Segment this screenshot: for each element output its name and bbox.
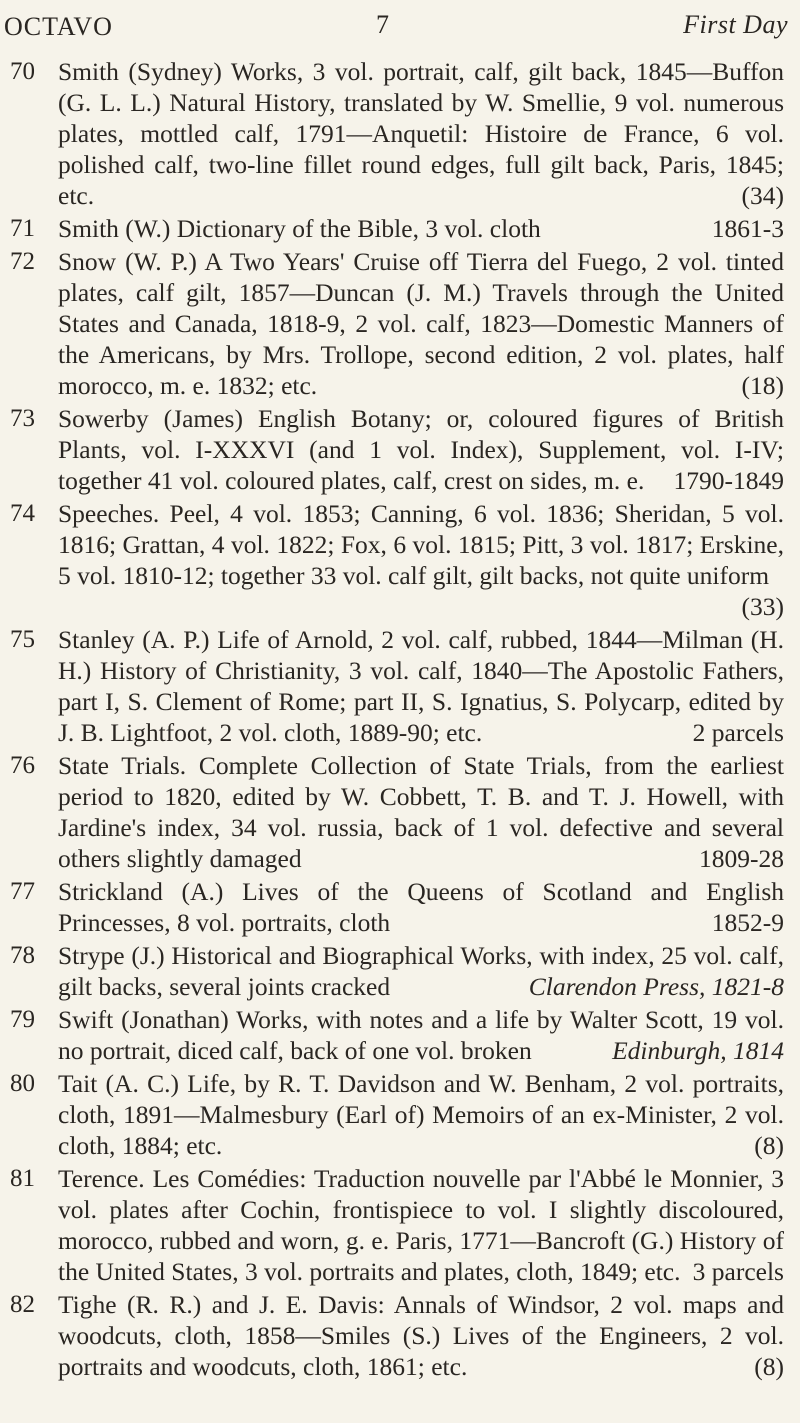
lot-tail: (8) [754,1352,784,1381]
lot-description: Sowerby (James) English Botany; or, coloured figures of British Plants, vol. I-XXXVI (and 1 vol. Index), Supplement, vol. I-IV; together 41 vol. coloured plates, calf, crest on sides, m. e. [58,404,784,495]
header-format: OCTAVO [4,12,113,41]
lot-number: 74 [10,500,35,527]
lot-number: 73 [10,405,35,432]
lot-entry [0,403,800,496]
lot-number: 70 [10,58,35,85]
lot-description: Speeches. Peel, 4 vol. 1853; Canning, 6 vol. 1836; Sheridan, 5 vol. 1816; Grattan, 4 vol. 1822; Fox, 6 vol. 1815; Pitt, 3 vol. 1817; Erskine, 5 vol. 1810-12; together 33 vol. calf gilt, gilt backs, not quite uniform [58,499,784,590]
lot-list [0,56,800,1384]
lot-entry [0,1163,800,1287]
page-header [0,6,800,46]
lot-number: 72 [10,248,35,275]
lot-tail: (33) [741,592,784,621]
lot-entry [0,940,800,1002]
lot-number: 80 [10,1070,35,1097]
lot-number: 82 [10,1291,35,1318]
lot-number: 75 [10,626,35,653]
lot-description: Swift (Jonathan) Works, with notes and a life by Walter Scott, 19 vol. no portrait, diced calf, back of one vol. broken [58,1005,784,1065]
lot-entry [0,56,800,211]
lot-description: Terence. Les Comédies: Traduction nouvelle par l'Abbé le Monnier, 3 vol. plates after Cochin, frontispiece to vol. I slightly discoloured, morocco, rubbed and worn, g. e. Paris, 1771—Bancroft (G.) History of the United States, 3 vol. portraits and plates, cloth, 1849; etc. [58,1164,784,1286]
lot-number: 71 [10,215,35,242]
lot-number: 76 [10,752,35,779]
lot-tail: (34) [741,181,784,210]
header-day: First Day [683,10,788,39]
lot-tail: (8) [754,1131,784,1160]
lot-number: 79 [10,1006,35,1033]
lot-entry [0,1289,800,1382]
lot-entry [0,1004,800,1066]
lot-tail: 1852-9 [711,908,784,937]
page-number: 7 [376,10,390,39]
lot-tail: (18) [741,371,784,400]
lot-description: Tighe (R. R.) and J. E. Davis: Annals of Windsor, 2 vol. maps and woodcuts, cloth, 1858—Smiles (S.) Lives of the Engineers, 2 vol. portraits and woodcuts, cloth, 1861; etc. [58,1290,784,1381]
lot-entry [0,876,800,938]
lot-description: Strype (J.) Historical and Biographical Works, with index, 25 vol. calf, gilt backs, several joints cracked [58,941,784,1001]
lot-tail: 3 parcels [692,1257,784,1286]
lot-number: 81 [10,1165,35,1192]
lot-tail: 2 parcels [692,718,784,747]
lot-entry [0,624,800,748]
lot-entry [0,750,800,874]
lot-description: Smith (Sydney) Works, 3 vol. portrait, calf, gilt back, 1845—Buffon (G. L. L.) Natural History, translated by W. Smellie, 9 vol. numerous plates, mottled calf, 1791—Anquetil: Histoire de France, 6 vol. polished calf, two-line fillet round edges, full gilt back, Paris, 1845; etc. [58,57,784,210]
lot-tail: 1809-28 [699,844,784,873]
lot-description: Strickland (A.) Lives of the Queens of Scotland and English Princesses, 8 vol. portraits, cloth [58,877,784,937]
lot-entry [0,213,800,244]
lot-description: Tait (A. C.) Life, by R. T. Davidson and W. Benham, 2 vol. portraits, cloth, 1891—Malmesbury (Earl of) Memoirs of an ex-Minister, 2 vol. cloth, 1884; etc. [58,1069,784,1160]
lot-description: Smith (W.) Dictionary of the Bible, 3 vol. cloth [58,214,541,243]
lot-entry [0,1068,800,1161]
lot-description: State Trials. Complete Collection of State Trials, from the earliest period to 1820, edited by W. Cobbett, T. B. and T. J. Howell, with Jardine's index, 34 vol. russia, back of 1 vol. defective and several others slightly damaged [58,751,784,873]
lot-tail: 1861-3 [711,214,784,243]
lot-description: Stanley (A. P.) Life of Arnold, 2 vol. calf, rubbed, 1844—Milman (H. H.) History of Christianity, 3 vol. calf, 1840—The Apostolic Fathers, part I, S. Clement of Rome; part II, S. Ignatius, S. Polycarp, edited by J. B. Lightfoot, 2 vol. cloth, 1889-90; etc. [58,625,784,747]
lot-entry [0,498,800,622]
lot-number: 78 [10,942,35,969]
lot-tail: Clarendon Press, 1821-8 [528,972,784,1001]
lot-tail: 1790-1849 [673,466,784,495]
lot-entry [0,246,800,401]
lot-tail: Edinburgh, 1814 [612,1036,784,1065]
lot-number: 77 [10,878,35,905]
lot-description: Snow (W. P.) A Two Years' Cruise off Tierra del Fuego, 2 vol. tinted plates, calf gilt, 1857—Duncan (J. M.) Travels through the United States and Canada, 1818-9, 2 vol. calf, 1823—Domestic Manners of the Americans, by Mrs. Trollope, second edition, 2 vol. plates, half morocco, m. e. 1832; etc. [58,247,784,400]
